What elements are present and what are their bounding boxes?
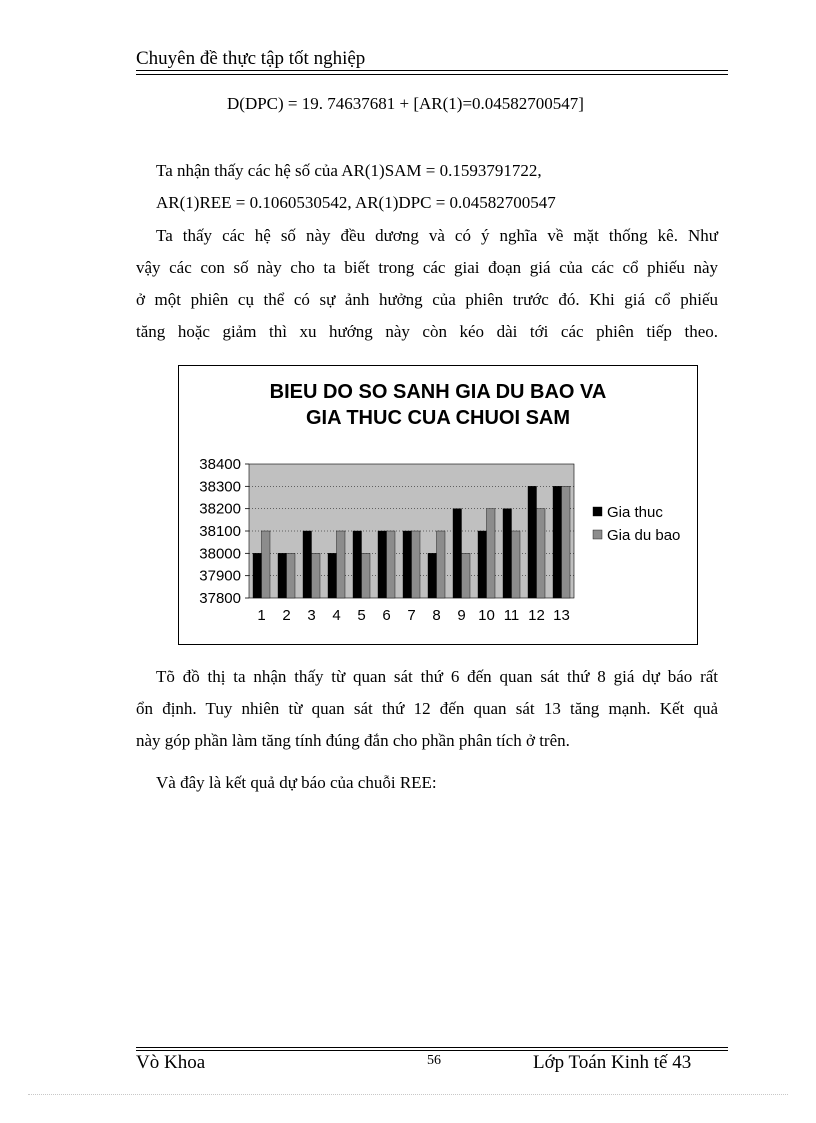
- y-tick-label: 38200: [199, 500, 241, 518]
- x-tick-label: 11: [503, 607, 520, 624]
- y-tick-label: 38300: [199, 478, 241, 496]
- bar-gia-thuc: [403, 531, 412, 598]
- page-number: 56: [427, 1053, 441, 1068]
- chart-title-line-2: GIA THUC CUA CHUOI SAM: [305, 407, 571, 429]
- closing-line: Và đây là kết quả dự báo của chuỗi REE:: [156, 773, 437, 792]
- y-tick-label: 38100: [199, 523, 241, 540]
- bar-gia-thuc: [478, 531, 487, 598]
- bar-gia-du-bao: [287, 553, 296, 598]
- legend-label: Gia thuc: [607, 504, 663, 521]
- paragraph-1-line-1: Ta thấy các hệ số này đều dương và có ý nghĩa về mặt thống kê. Như: [156, 226, 718, 245]
- bar-gia-thuc: [328, 553, 337, 598]
- x-tick-label: 2: [282, 607, 291, 624]
- x-tick-label: 9: [457, 607, 466, 624]
- x-tick-label: 10: [478, 607, 495, 624]
- footer-class-name: Lớp Toán Kinh tế 43: [533, 1052, 692, 1073]
- x-tick-label: 4: [332, 607, 341, 624]
- bar-gia-thuc: [503, 509, 512, 598]
- coefficients-line-2: AR(1)REE = 0.1060530542, AR(1)DPC = 0.04582700547: [156, 193, 556, 212]
- bar-gia-thuc: [378, 531, 387, 598]
- chart-title-line-1: BIEU DO SO SANH GIA DU BAO VA: [269, 381, 607, 403]
- bar-gia-thuc: [553, 486, 562, 598]
- header-title: Chuyên đề thực tập tốt nghiệp: [136, 48, 366, 69]
- footer-author: Vò Khoa: [136, 1052, 206, 1073]
- bar-gia-du-bao: [562, 486, 571, 598]
- bar-gia-du-bao: [387, 531, 396, 598]
- footer-rule: [136, 1047, 728, 1048]
- bar-gia-du-bao: [462, 553, 471, 598]
- x-tick-label: 7: [407, 607, 416, 624]
- x-tick-label: 6: [382, 607, 391, 624]
- paragraph-2-line-2: ổn định. Tuy nhiên từ quan sát thứ 12 đến quan sát 13 tăng mạnh. Kết quả: [136, 699, 718, 718]
- y-tick-label: 37900: [199, 567, 241, 585]
- legend-swatch: [593, 530, 602, 539]
- bar-gia-thuc: [428, 553, 437, 598]
- paragraph-1-line-3: ở một phiên cụ thể có sự ảnh hưởng của phiên trước đó. Khi giá cổ phiếu: [136, 290, 718, 309]
- bar-gia-du-bao: [312, 553, 321, 598]
- header-rule-secondary: [136, 74, 728, 75]
- bar-gia-thuc: [528, 486, 537, 598]
- x-tick-label: 8: [432, 607, 441, 624]
- paragraph-2-line-1: Tõ đồ thị ta nhận thấy từ quan sát thứ 6 đến quan sát thứ 8 giá dự báo rất: [156, 667, 718, 686]
- bar-gia-thuc: [353, 531, 362, 598]
- bottom-dotted-line: [28, 1094, 788, 1095]
- paragraph-1-line-4: tăng hoặc giảm thì xu hướng này còn kéo dài tới các phiên tiếp theo.: [136, 322, 718, 341]
- bar-gia-thuc: [453, 509, 462, 598]
- bar-gia-thuc: [278, 553, 287, 598]
- bar-gia-du-bao: [512, 531, 521, 598]
- y-axis-ticks: [199, 456, 241, 607]
- x-tick-label: 3: [307, 607, 316, 624]
- footer-rule-secondary: [136, 1050, 728, 1051]
- paragraph-2-line-3: này góp phần làm tăng tính đúng đắn cho phần phân tích ở trên.: [136, 731, 570, 750]
- x-tick-label: 5: [357, 607, 366, 624]
- paragraph-1-line-2: vậy các con số này cho ta biết trong các giai đoạn giá của các cổ phiếu này: [136, 258, 718, 277]
- chart-svg: [179, 366, 697, 644]
- header-rule: [136, 70, 728, 71]
- coefficients-line-1: Ta nhận thấy các hệ số của AR(1)SAM = 0.1593791722,: [156, 161, 542, 180]
- bar-gia-du-bao: [437, 531, 446, 598]
- x-tick-label: 13: [553, 607, 570, 624]
- bar-gia-thuc: [253, 553, 262, 598]
- y-tick-label: 37800: [199, 590, 241, 607]
- bar-gia-du-bao: [262, 531, 271, 598]
- legend: [593, 504, 680, 544]
- y-tick-label: 38400: [199, 456, 241, 473]
- bar-gia-du-bao: [537, 509, 546, 598]
- bar-gia-du-bao: [487, 509, 496, 598]
- bar-gia-du-bao: [362, 553, 371, 598]
- x-tick-label: 12: [528, 607, 545, 624]
- bar-chart: [178, 365, 698, 645]
- bar-gia-thuc: [303, 531, 312, 598]
- equation-line: D(DPC) = 19. 74637681 + [AR(1)=0.04582700547]: [227, 94, 584, 113]
- x-axis-ticks: [257, 607, 570, 624]
- legend-swatch: [593, 507, 602, 516]
- legend-label: Gia du bao: [607, 527, 681, 544]
- y-tick-label: 38000: [199, 545, 241, 563]
- x-tick-label: 1: [257, 607, 266, 624]
- bar-gia-du-bao: [337, 531, 346, 598]
- bar-gia-du-bao: [412, 531, 421, 598]
